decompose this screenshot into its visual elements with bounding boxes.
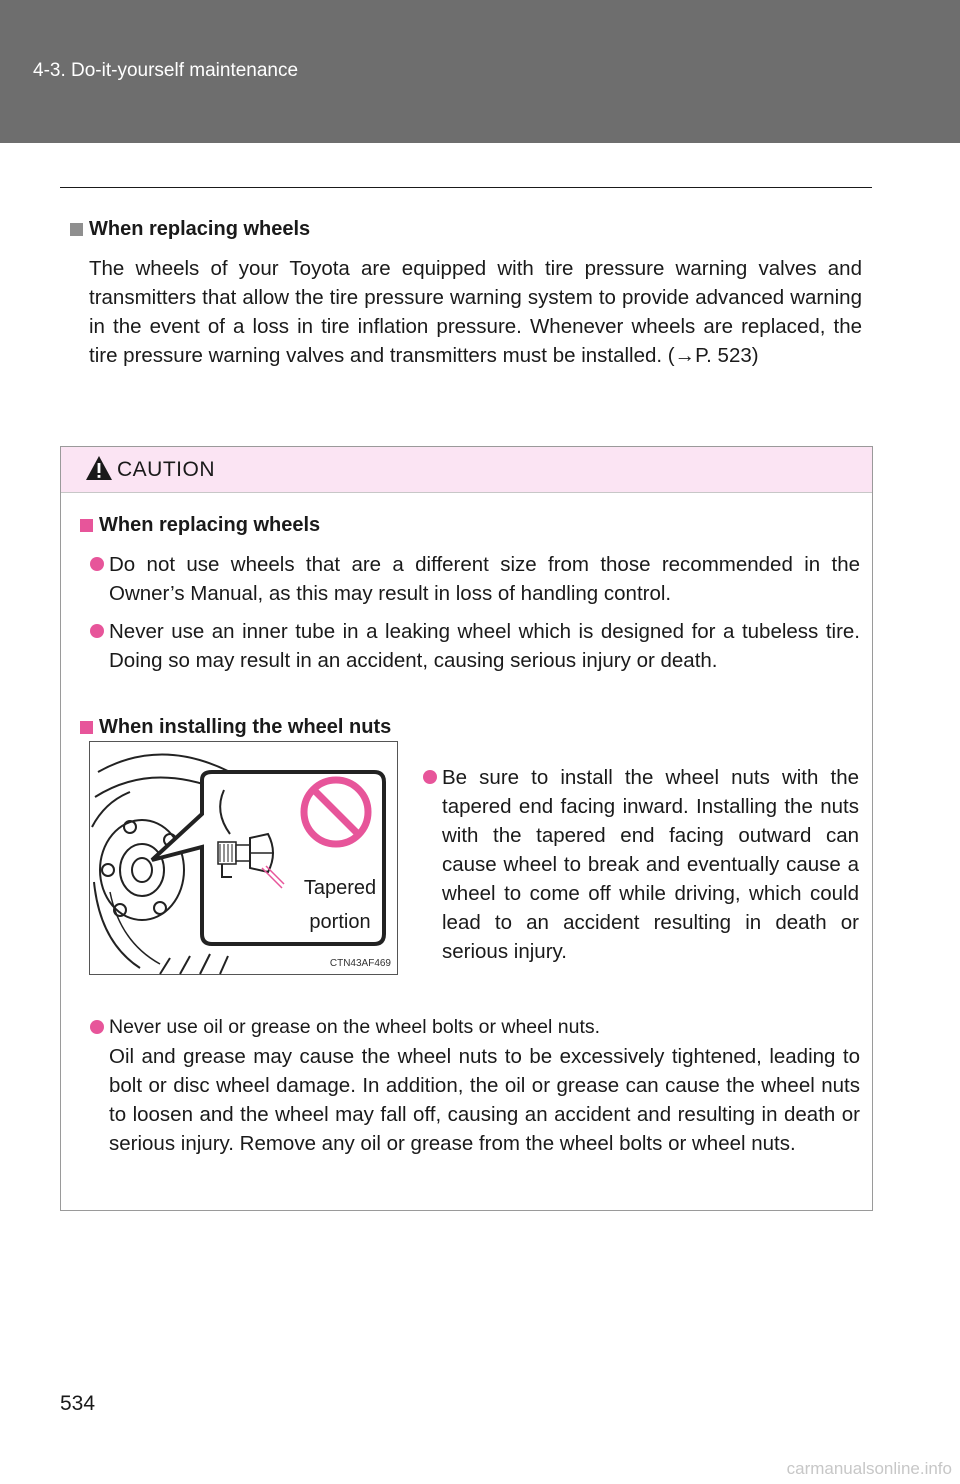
page-number: 534 — [60, 1392, 96, 1415]
divider-rule — [60, 187, 872, 188]
bullet-text: Never use oil or grease on the wheel bolts or wheel nuts. — [109, 1016, 601, 1038]
figure-label-tapered: Tapered — [303, 877, 377, 899]
main-heading — [70, 215, 862, 243]
square-bullet-icon — [80, 519, 93, 532]
bullet-text: Do not use wheels that are a different size from those recommended in the Owner’s Manual, as this may result in loss of handling control. — [109, 553, 860, 605]
round-bullet-icon — [90, 1020, 104, 1034]
caution-heading-replacing — [80, 512, 320, 538]
caution-bullet — [90, 550, 860, 608]
warning-triangle-icon — [85, 454, 113, 482]
bullet-text: Never use an inner tube in a leaking wheel which is designed for a tubeless tire. Doing so may result in an accident, causing serious injury or death. — [109, 620, 860, 672]
paragraph-text: Oil and grease may cause the wheel nuts to be excessively tightened, leading to bolt or disc wheel damage. In addition, the oil or grease can cause the wheel nuts to loosen and the wheel may fall off, causing an accident and resulting in death or serious injury. Remove any oil or grease from the wheel bolts or wheel nuts. — [109, 1045, 860, 1155]
caution-bullet — [423, 763, 859, 966]
caution-box — [60, 446, 873, 1211]
caution-paragraph — [90, 1042, 860, 1158]
round-bullet-icon — [90, 557, 104, 571]
main-section — [70, 215, 862, 370]
caution-header — [61, 447, 872, 493]
section-title: 4-3. Do-it-yourself maintenance — [33, 60, 299, 81]
wheel-nut-illustration — [90, 742, 399, 976]
round-bullet-icon — [423, 770, 437, 784]
wheel-nut-figure — [89, 741, 398, 975]
square-bullet-icon — [80, 721, 93, 734]
main-paragraph: The wheels of your Toyota are equipped with tire pressure warning valves and transmitters that allow the tire pressure warning system to provide advanced warning in the event of a loss in tire inflation pressure. Whenever wheels are replaced, the tire pressure warning valves and transmitters must be installed. (→P. 523) — [89, 257, 862, 367]
caution-title: CAUTION — [117, 458, 215, 481]
caution-heading-text: When installing the wheel nuts — [99, 716, 392, 738]
caution-bullet — [90, 617, 860, 675]
round-bullet-icon — [90, 624, 104, 638]
prohibited-sign-icon — [304, 780, 368, 844]
caution-heading-text: When replacing wheels — [99, 514, 321, 536]
watermark: carmanualsonline.info — [786, 1459, 952, 1478]
figure-label-portion: portion — [309, 911, 371, 933]
figure-code: CTN43AF469 — [329, 958, 391, 969]
caution-heading-installing — [80, 714, 391, 740]
main-heading-text: When replacing wheels — [89, 218, 311, 240]
bullet-text: Be sure to install the wheel nuts with the tapered end facing inward. Installing the nuts with the tapered end facing outward can cause wheel to break and eventually cause a wheel to come off while driving, which could lead to an accident resulting in death or serious injury. — [442, 766, 859, 963]
page-header — [0, 0, 960, 143]
square-bullet-icon — [70, 223, 83, 236]
caution-bullet — [90, 1013, 860, 1042]
